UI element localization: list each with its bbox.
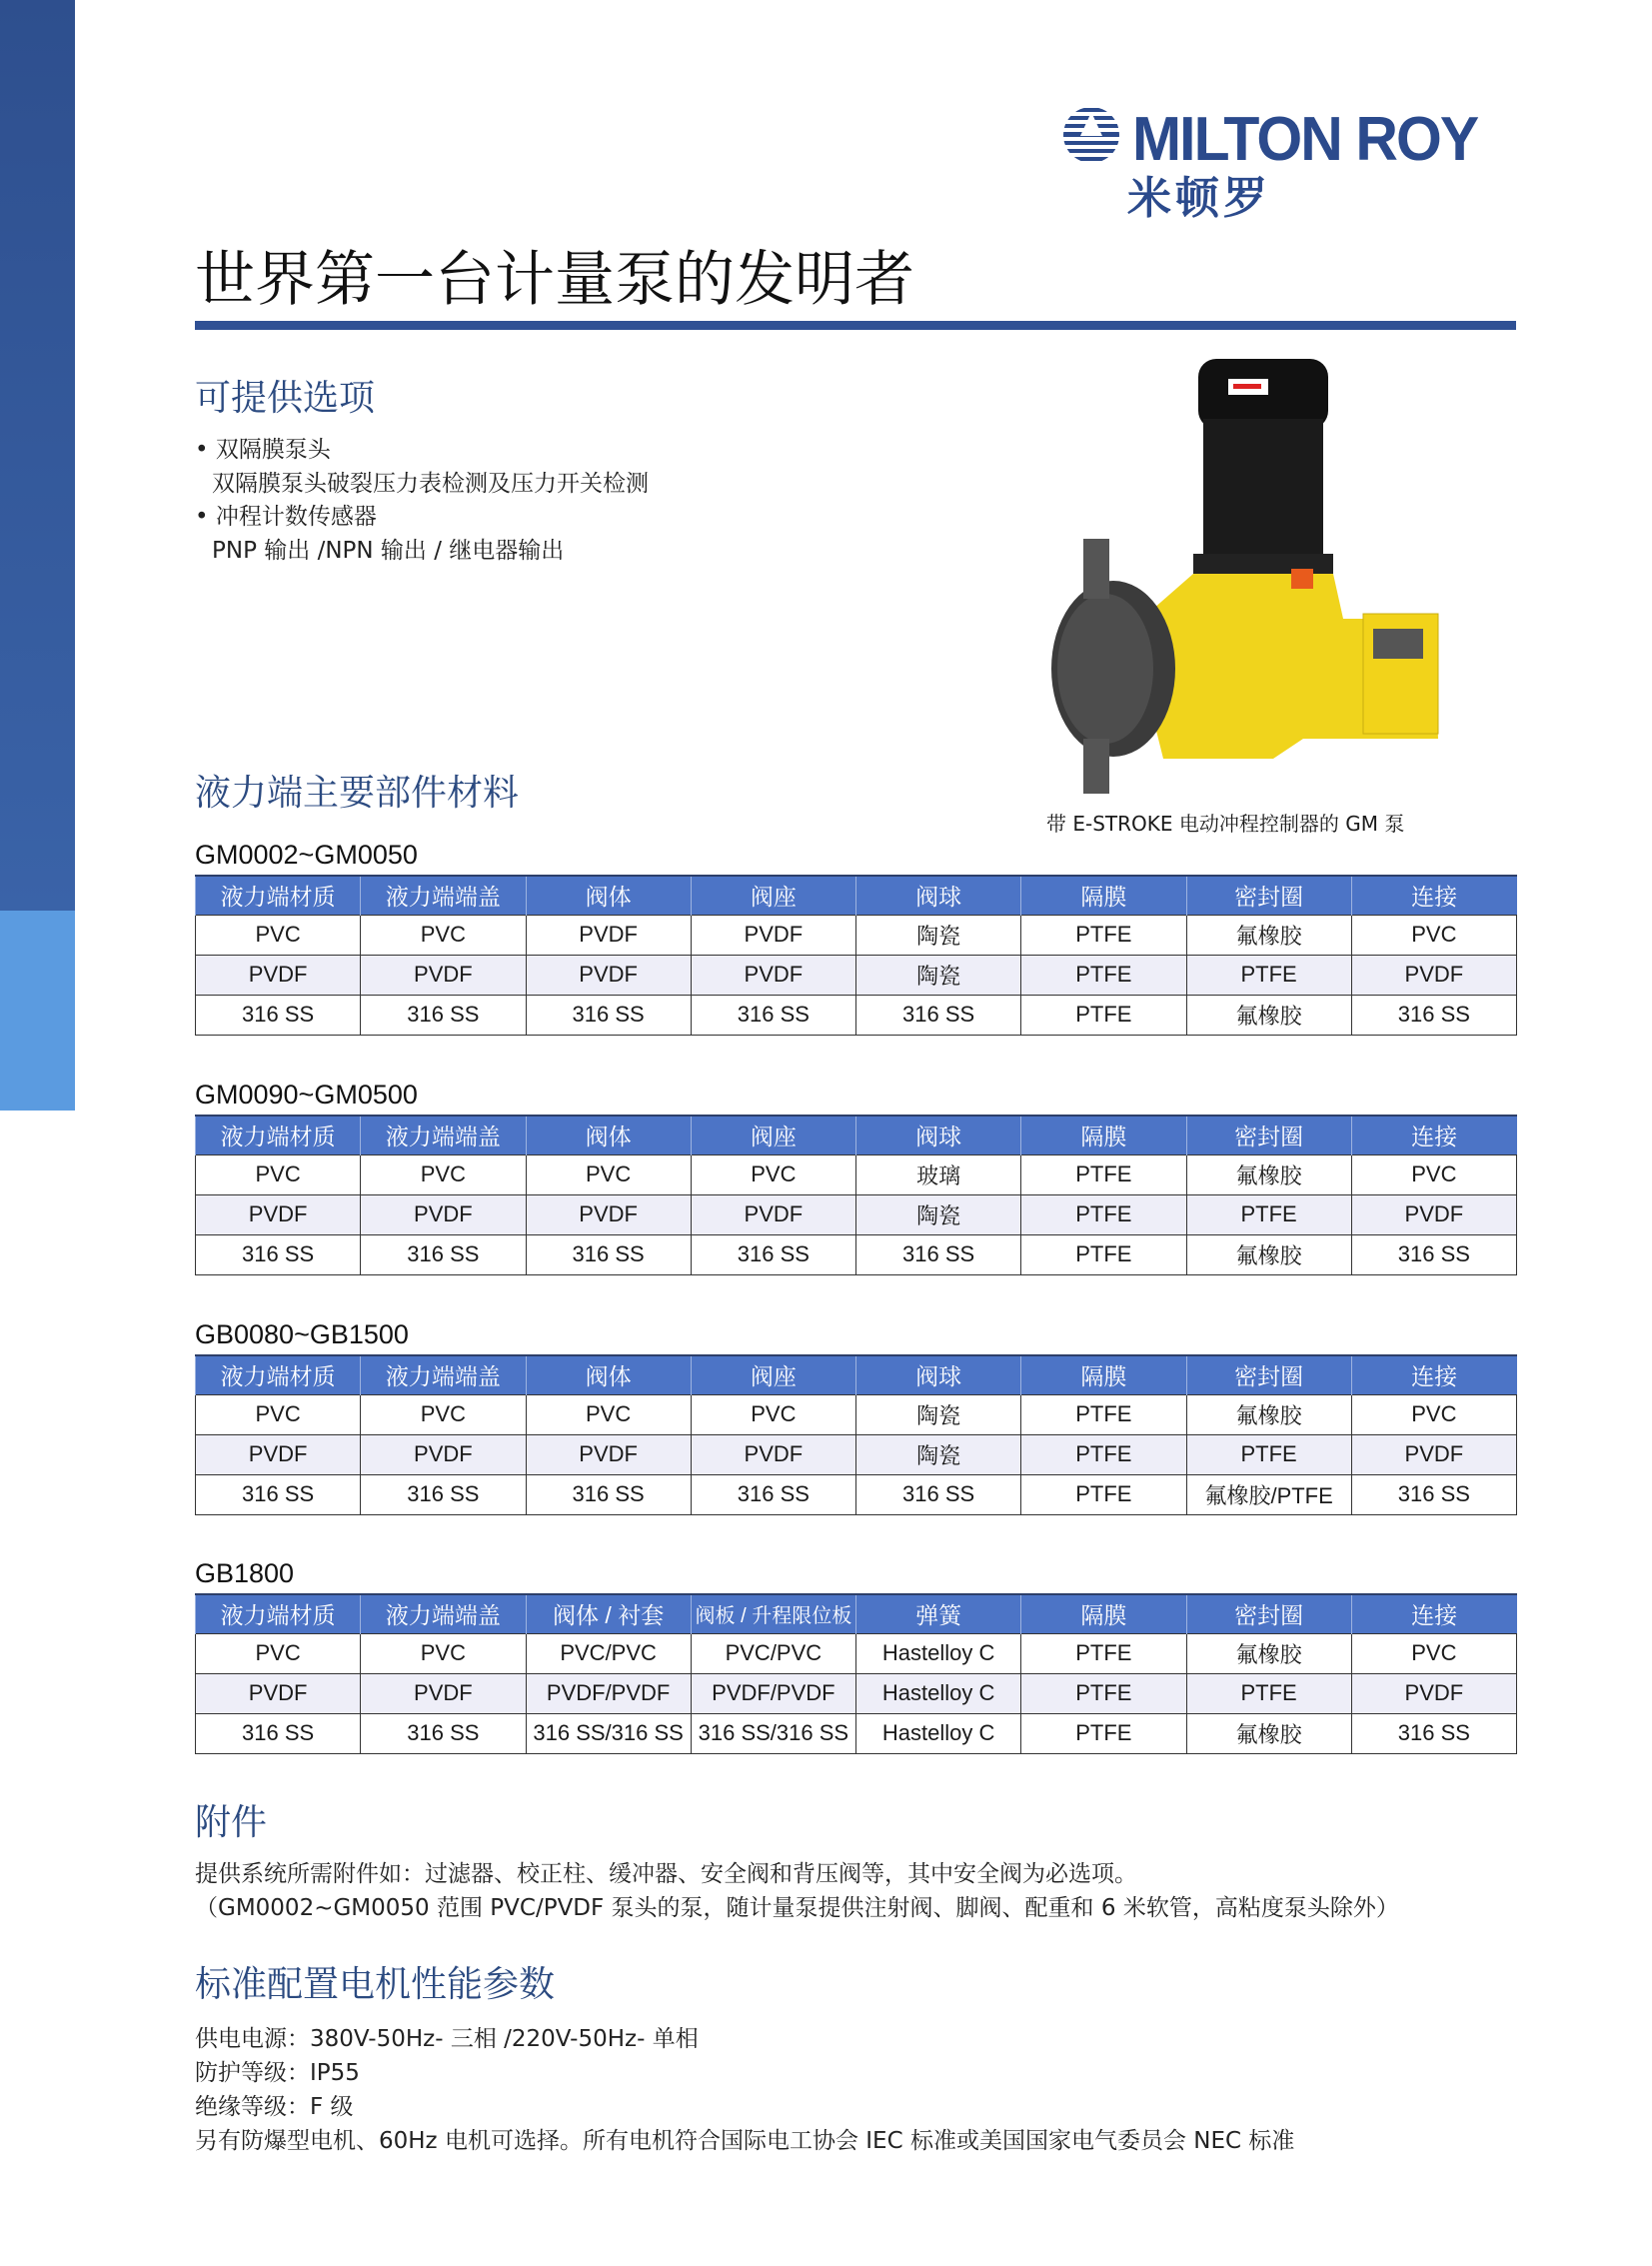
column-header: 液力端材质 [196, 1594, 361, 1633]
table-cell: PVDF [1351, 1434, 1516, 1474]
table-cell: 陶瓷 [856, 1394, 1021, 1434]
table-cell: 316 SS/316 SS [526, 1713, 691, 1753]
column-header: 液力端材质 [196, 1355, 361, 1394]
column-header: 液力端端盖 [361, 1594, 526, 1633]
table-cell: 316 SS [691, 1474, 855, 1514]
table-row [196, 1633, 1517, 1673]
table-row [196, 1673, 1517, 1713]
table-cell: PVC [196, 1154, 361, 1194]
table-row [196, 915, 1517, 955]
table-cell: 316 SS [1351, 1713, 1516, 1753]
column-header: 阀球 [856, 1116, 1021, 1154]
image-caption: 带 E-STROKE 电动冲程控制器的 GM 泵 [1046, 812, 1405, 836]
table-cell: PTFE [1021, 1394, 1186, 1434]
table-cell: PTFE [1021, 995, 1186, 1035]
table-cell: PTFE [1021, 1154, 1186, 1194]
table-cell: PVC [526, 1394, 691, 1434]
column-header: 密封圈 [1186, 1116, 1351, 1154]
options-list [195, 434, 649, 568]
table-cell: PVC [361, 1394, 526, 1434]
column-header: 连接 [1351, 1116, 1516, 1154]
materials-table [195, 1115, 1517, 1275]
column-header: 连接 [1351, 876, 1516, 915]
table-cell: 316 SS [361, 995, 526, 1035]
table-cell: 316 SS/316 SS [691, 1713, 855, 1753]
materials-table [195, 875, 1517, 1036]
table-cell: PVC [1351, 1394, 1516, 1434]
table-cell: PVC [1351, 1154, 1516, 1194]
table-header-row [196, 1116, 1517, 1154]
column-header: 液力端端盖 [361, 1116, 526, 1154]
table-row [196, 1713, 1517, 1753]
column-header: 阀体 [526, 1116, 691, 1154]
table-cell: PVDF [1351, 1194, 1516, 1234]
options-heading: 可提供选项 [195, 378, 376, 419]
table-cell: PVDF [361, 1673, 526, 1713]
table-row [196, 955, 1517, 995]
table-cell: PTFE [1186, 1194, 1351, 1234]
milton-roy-logo [1062, 104, 1522, 224]
table-cell: 陶瓷 [856, 915, 1021, 955]
column-header: 阀座 [691, 1116, 855, 1154]
table-row [196, 1154, 1517, 1194]
column-header: 密封圈 [1186, 876, 1351, 915]
table-cell: 氟橡胶 [1186, 915, 1351, 955]
table-cell: 316 SS [361, 1474, 526, 1514]
table-cell: PTFE [1021, 1194, 1186, 1234]
motor-spec-line: 另有防爆型电机、60Hz 电机可选择。所有电机符合国际电工协会 IEC 标准或美国国家电气委员会 NEC 标准 [195, 2128, 1295, 2154]
table-cell: PTFE [1021, 1633, 1186, 1673]
table-cell: 氟橡胶 [1186, 1713, 1351, 1753]
table-row [196, 1234, 1517, 1274]
table-cell: PVC [361, 1154, 526, 1194]
accessories-line: 提供系统所需附件如：过滤器、校正柱、缓冲器、安全阀和背压阀等，其中安全阀为必选项。 [195, 1861, 1137, 1887]
table-cell: PVDF [1351, 1673, 1516, 1713]
motor-spec-line: 防护等级：IP55 [195, 2060, 360, 2086]
table-cell: 玻璃 [856, 1154, 1021, 1194]
table-cell: Hastelloy C [856, 1713, 1021, 1753]
option-detail: PNP 输出 /NPN 输出 / 继电器输出 [212, 537, 565, 564]
table-cell: PVDF [526, 1434, 691, 1474]
decorative-side-bar-light [0, 911, 75, 1111]
column-header: 弹簧 [856, 1594, 1021, 1633]
table-cell: 氟橡胶/PTFE [1186, 1474, 1351, 1514]
table-cell: PVC [196, 1633, 361, 1673]
table-cell: PVC [526, 1154, 691, 1194]
table-cell: PTFE [1186, 955, 1351, 995]
table-cell: 氟橡胶 [1186, 1394, 1351, 1434]
table-cell: Hastelloy C [856, 1633, 1021, 1673]
motor-spec-line: 供电电源：380V-50Hz- 三相 /220V-50Hz- 单相 [195, 2026, 699, 2052]
column-header: 密封圈 [1186, 1355, 1351, 1394]
table-cell: PTFE [1021, 1713, 1186, 1753]
table-cell: 316 SS [361, 1713, 526, 1753]
accessories-text [195, 1857, 1399, 1925]
table-cell: PVDF [526, 955, 691, 995]
table-cell: PVC [1351, 1633, 1516, 1673]
column-header: 液力端端盖 [361, 876, 526, 915]
table-cell: PVDF [361, 955, 526, 995]
page-title: 世界第一台计量泵的发明者 [195, 245, 914, 315]
table-header-row [196, 876, 1517, 915]
table-cell: 氟橡胶 [1186, 1154, 1351, 1194]
table-cell: PVDF [361, 1194, 526, 1234]
table-cell: 316 SS [691, 1234, 855, 1274]
table-cell: PVDF [361, 1434, 526, 1474]
table-cell: PVDF [691, 955, 855, 995]
table-header-row [196, 1355, 1517, 1394]
table-cell: PVC [691, 1394, 855, 1434]
motor-spec-line: 绝缘等级：F 级 [195, 2094, 354, 2120]
table-row [196, 995, 1517, 1035]
table-row [196, 1434, 1517, 1474]
option-detail: 双隔膜泵头破裂压力表检测及压力开关检测 [212, 470, 649, 497]
table-row [196, 1474, 1517, 1514]
column-header: 密封圈 [1186, 1594, 1351, 1633]
column-header: 阀体 [526, 876, 691, 915]
table-cell: 316 SS [856, 1474, 1021, 1514]
globe-logo-icon [1062, 106, 1120, 164]
table-cell: 316 SS [856, 1234, 1021, 1274]
table-cell: PTFE [1021, 915, 1186, 955]
table-cell: PVC [691, 1154, 855, 1194]
table-cell: PVC [196, 1394, 361, 1434]
table-cell: 316 SS [196, 1234, 361, 1274]
table-label: GB1800 [195, 1558, 295, 1588]
table-cell: 316 SS [196, 1474, 361, 1514]
table-cell: 陶瓷 [856, 1434, 1021, 1474]
column-header: 连接 [1351, 1594, 1516, 1633]
table-cell: PVC [361, 915, 526, 955]
table-cell: PVDF [526, 1194, 691, 1234]
table-cell: 陶瓷 [856, 1194, 1021, 1234]
brand-name-cn: 米顿罗 [1127, 173, 1271, 224]
table-cell: 氟橡胶 [1186, 1234, 1351, 1274]
column-header: 阀体 / 衬套 [526, 1594, 691, 1633]
column-header: 隔膜 [1021, 1594, 1186, 1633]
table-cell: PVDF/PVDF [691, 1673, 855, 1713]
table-cell: PVC/PVC [691, 1633, 855, 1673]
table-cell: PVDF [691, 1434, 855, 1474]
title-divider [195, 321, 1516, 330]
table-cell: PTFE [1021, 1673, 1186, 1713]
table-cell: PVDF [196, 1673, 361, 1713]
option-title: 双隔膜泵头 [215, 437, 331, 463]
motor-specs [195, 2022, 1294, 2158]
table-cell: 316 SS [856, 995, 1021, 1035]
table-cell: 316 SS [196, 1713, 361, 1753]
table-cell: PVDF [1351, 955, 1516, 995]
pump-image [1043, 359, 1443, 799]
column-header: 隔膜 [1021, 876, 1186, 915]
accessories-heading: 附件 [195, 1802, 268, 1843]
column-header: 阀板 / 升程限位板 [691, 1594, 855, 1633]
table-cell: PVDF [691, 915, 855, 955]
table-cell: PVC [361, 1633, 526, 1673]
table-cell: 陶瓷 [856, 955, 1021, 995]
table-label: GM0002~GM0050 [195, 840, 418, 870]
table-cell: 316 SS [1351, 1234, 1516, 1274]
table-cell: PTFE [1021, 955, 1186, 995]
table-cell: 316 SS [1351, 995, 1516, 1035]
materials-table [195, 1354, 1517, 1515]
table-cell: 316 SS [691, 995, 855, 1035]
column-header: 阀座 [691, 1355, 855, 1394]
table-cell: PVDF [526, 915, 691, 955]
table-row [196, 1394, 1517, 1434]
column-header: 隔膜 [1021, 1355, 1186, 1394]
materials-heading: 液力端主要部件材料 [195, 773, 520, 814]
table-cell: PVDF [691, 1194, 855, 1234]
table-cell: 316 SS [526, 995, 691, 1035]
table-row [196, 1194, 1517, 1234]
column-header: 阀球 [856, 1355, 1021, 1394]
table-cell: PTFE [1186, 1434, 1351, 1474]
accessories-line: （GM0002~GM0050 范围 PVC/PVDF 泵头的泵，随计量泵提供注射阀、脚阀、配重和 6 米软管，高粘度泵头除外） [195, 1895, 1399, 1921]
column-header: 阀球 [856, 876, 1021, 915]
motor-heading: 标准配置电机性能参数 [195, 1964, 556, 2005]
decorative-side-bar [0, 0, 75, 911]
table-cell: PTFE [1021, 1234, 1186, 1274]
option-title: 冲程计数传感器 [215, 504, 377, 530]
table-cell: PVDF [196, 1434, 361, 1474]
table-cell: PVC [196, 915, 361, 955]
table-cell: 氟橡胶 [1186, 995, 1351, 1035]
table-cell: PVDF [196, 1194, 361, 1234]
column-header: 连接 [1351, 1355, 1516, 1394]
materials-table [195, 1593, 1517, 1754]
table-cell: 316 SS [1351, 1474, 1516, 1514]
table-label: GM0090~GM0500 [195, 1080, 418, 1110]
column-header: 液力端端盖 [361, 1355, 526, 1394]
table-cell: PVDF/PVDF [526, 1673, 691, 1713]
table-header-row [196, 1594, 1517, 1633]
table-cell: 316 SS [361, 1234, 526, 1274]
table-cell: PTFE [1021, 1434, 1186, 1474]
table-cell: PVDF [196, 955, 361, 995]
table-cell: 氟橡胶 [1186, 1633, 1351, 1673]
table-label: GB0080~GB1500 [195, 1319, 409, 1349]
option-item: • 冲程计数传感器 [195, 504, 377, 530]
column-header: 隔膜 [1021, 1116, 1186, 1154]
table-cell: PVC [1351, 915, 1516, 955]
table-cell: Hastelloy C [856, 1673, 1021, 1713]
table-cell: PTFE [1186, 1673, 1351, 1713]
option-item: • 双隔膜泵头 [195, 437, 331, 463]
table-cell: PVC/PVC [526, 1633, 691, 1673]
table-cell: 316 SS [526, 1234, 691, 1274]
table-cell: PTFE [1021, 1474, 1186, 1514]
brand-name-en: MILTON ROY [1132, 105, 1478, 174]
table-cell: 316 SS [526, 1474, 691, 1514]
table-cell: 316 SS [196, 995, 361, 1035]
column-header: 阀座 [691, 876, 855, 915]
column-header: 液力端材质 [196, 1116, 361, 1154]
column-header: 阀体 [526, 1355, 691, 1394]
column-header: 液力端材质 [196, 876, 361, 915]
